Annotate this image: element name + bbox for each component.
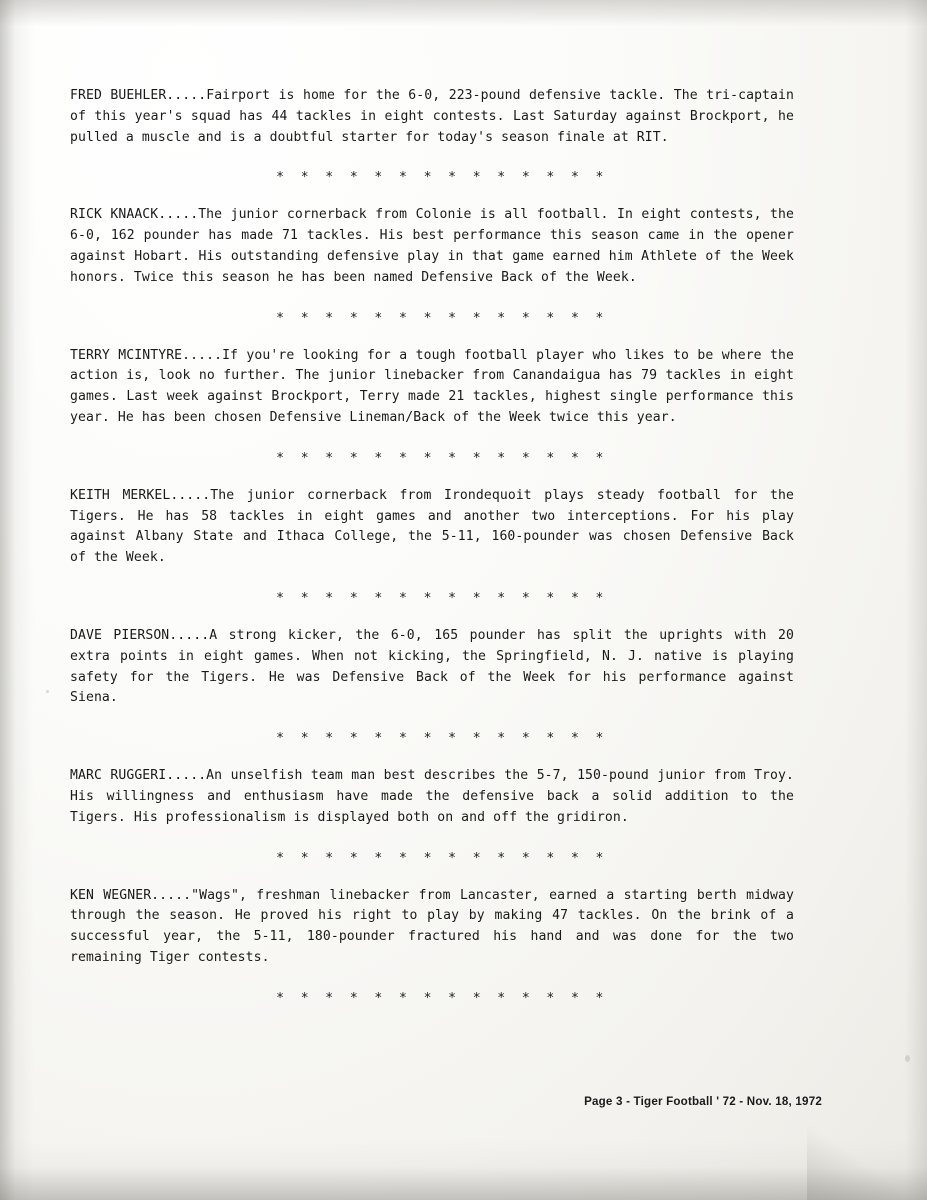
page-bottom-shadow <box>0 1140 927 1200</box>
paragraph-terry-mcintyre: TERRY MCINTYRE.....If you're looking for a tough football player who likes to be where the action is, look no further. The junior linebacker from Canandaigua has 79 tackles in eight games. Last week against Brockport, Terry made 21 tackles, highest single performance this year. He has been chosen Defensive Lineman/Back of the Week twice this year. <box>70 347 794 425</box>
page-corner-fold <box>807 1110 927 1200</box>
section-divider: * * * * * * * * * * * * * * <box>276 850 608 866</box>
paragraph-marc-ruggeri: MARC RUGGERI.....An unselfish team man best describes the 5-7, 150-pound junior from Troy. His willingness and enthusiasm have made the defensive back a solid addition to the Tigers. His professionalism is displayed both on and off the gridiron. <box>70 768 794 825</box>
paper-speck <box>905 1055 910 1062</box>
entry-terry-mcintyre <box>70 346 794 429</box>
page-left-shadow <box>0 0 34 1200</box>
entry-ken-wegner <box>70 886 794 969</box>
section-divider: * * * * * * * * * * * * * * <box>276 990 608 1006</box>
paragraph-keith-merkel: KEITH MERKEL.....The junior cornerback from Irondequoit plays steady football for the Tigers. He has 58 tackles in eight games and another two interceptions. For his play against Albany State and Ithaca College, the 5-11, 160-pounder was chosen Defensive Back of the Week. <box>70 487 794 566</box>
document-body <box>70 86 794 1026</box>
section-divider: * * * * * * * * * * * * * * <box>276 170 608 186</box>
paragraph-rick-knaack: RICK KNAACK.....The junior cornerback from Colonie is all football. In eight contests, the 6-0, 162 pounder has made 71 tackles. His best performance this season came in the opener against Hobart. His outstanding defensive play in that game earned him Athlete of the Week honors. Twice this season he has been named Defensive Back of the Week. <box>70 207 794 285</box>
entry-fred-buehler <box>70 86 794 148</box>
section-divider: * * * * * * * * * * * * * * <box>276 450 608 466</box>
section-divider: * * * * * * * * * * * * * * <box>276 310 608 326</box>
section-divider: * * * * * * * * * * * * * * <box>276 590 608 606</box>
page-footer: Page 3 - Tiger Football ' 72 - Nov. 18, 1972 <box>584 1095 822 1108</box>
paragraph-dave-pierson: DAVE PIERSON.....A strong kicker, the 6-0, 165 pounder has split the uprights with 20 extra points in eight games. When not kicking, the Springfield, N. J. native is playing safety for the Tigers. He was Defensive Back of the Week for his performance against Siena. <box>70 627 794 706</box>
paragraph-ken-wegner: KEN WEGNER....."Wags", freshman linebacker from Lancaster, earned a starting berth midway through the season. He proved his right to play by making 47 tackles. On the brink of a successful year, the 5-11, 180-pounder fractured his hand and was done for the two remaining Tiger contests. <box>70 887 794 965</box>
page-top-shadow <box>0 0 927 26</box>
entry-rick-knaack <box>70 205 794 288</box>
entry-dave-pierson <box>70 626 794 709</box>
entry-marc-ruggeri <box>70 766 794 828</box>
entry-keith-merkel <box>70 486 794 569</box>
page-right-shadow <box>905 0 927 1200</box>
paper-speck <box>46 690 49 693</box>
section-divider: * * * * * * * * * * * * * * <box>276 731 608 747</box>
paragraph-fred-buehler: FRED BUEHLER.....Fairport is home for the 6-0, 223-pound defensive tackle. The tri-captain of this year's squad has 44 tackles in eight contests. Last Saturday against Brockport, he pulled a muscle and is a doubtful starter for today's season finale at RIT. <box>70 88 794 145</box>
